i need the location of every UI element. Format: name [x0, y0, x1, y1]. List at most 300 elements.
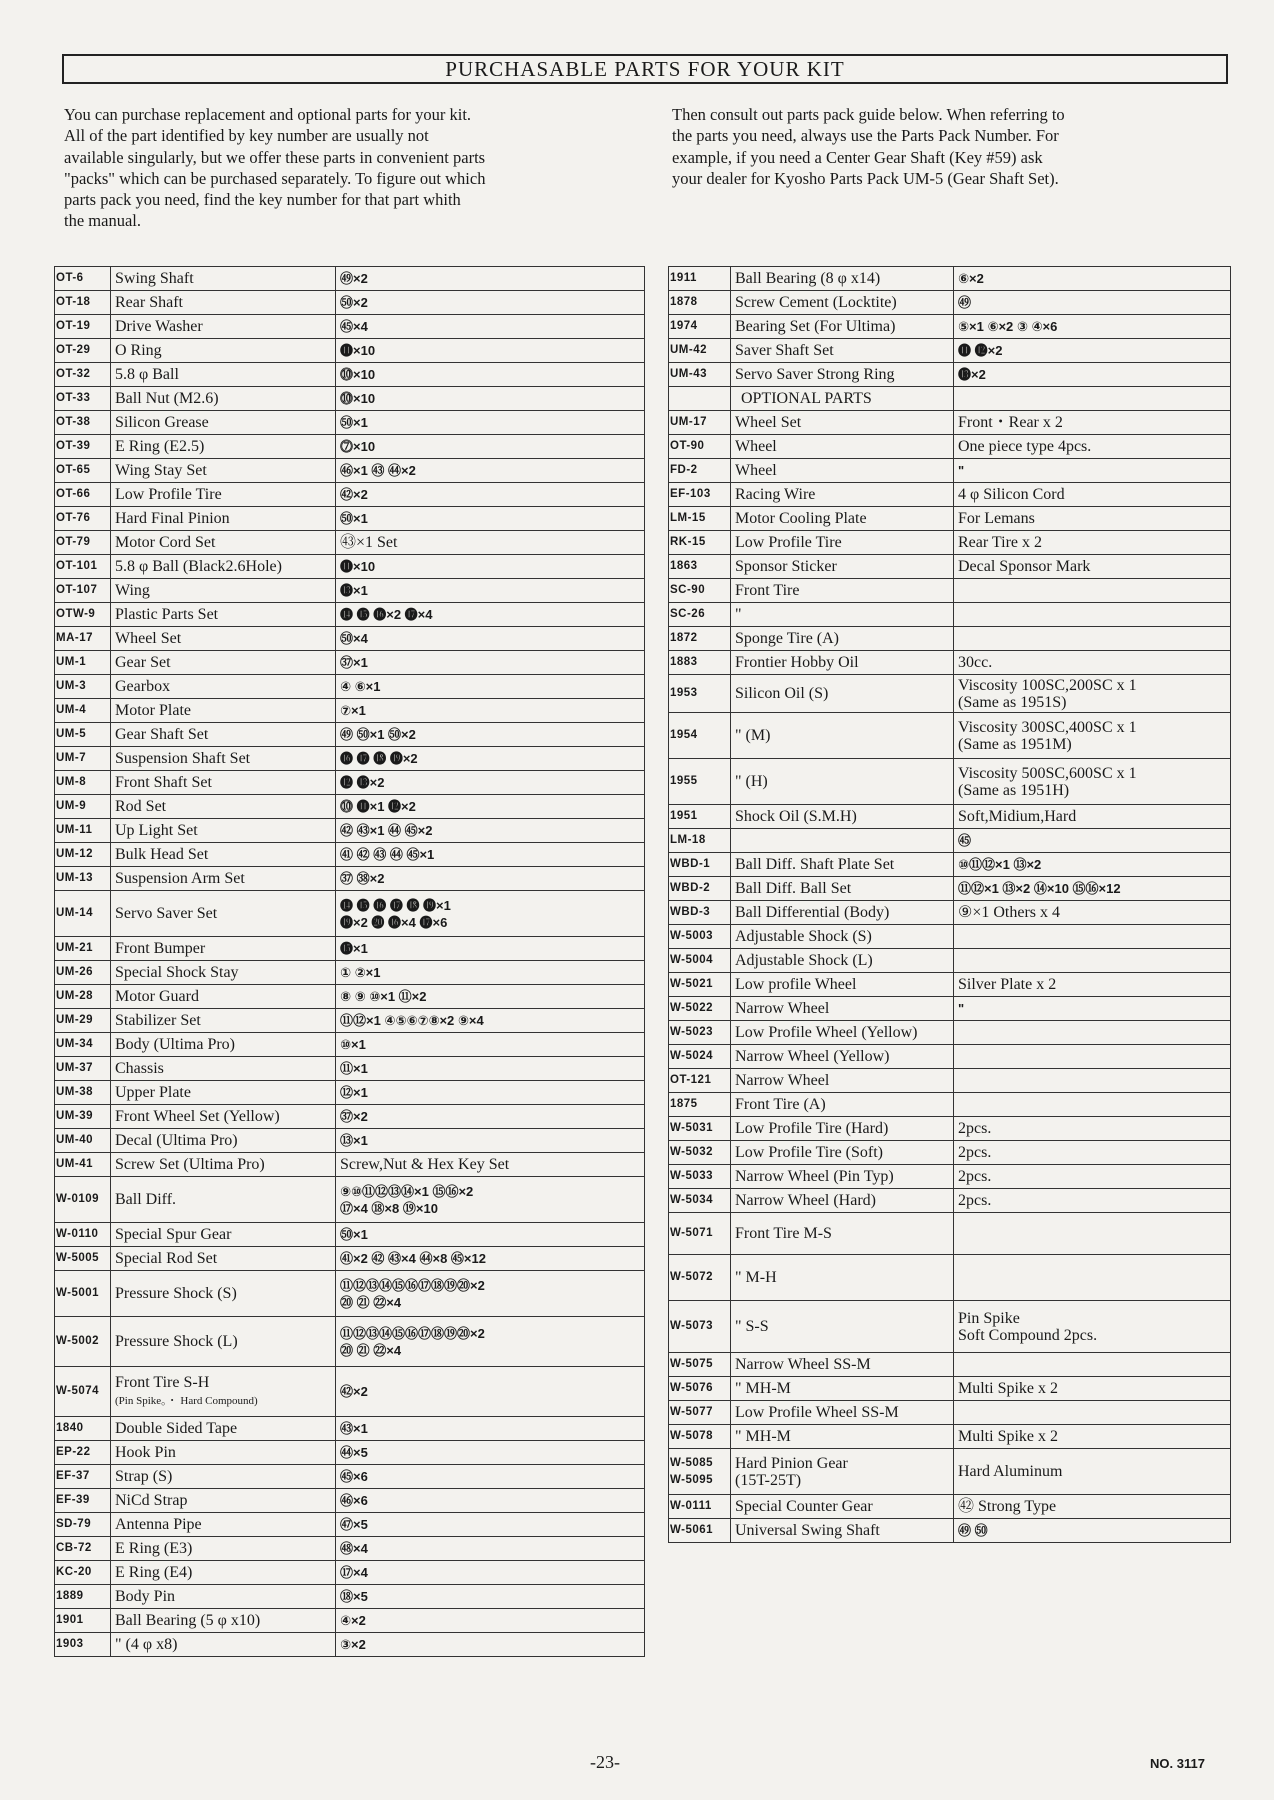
- part-code-cell: W-5022: [669, 997, 731, 1021]
- table-row: [669, 1189, 1231, 1213]
- part-name-cell: Stabilizer Set: [111, 1009, 336, 1033]
- part-code-cell: LM-18: [669, 829, 731, 853]
- table-row: [669, 483, 1231, 507]
- table-row: [669, 315, 1231, 339]
- part-code-cell: OT-33: [55, 387, 111, 411]
- table-row: [55, 1081, 645, 1105]
- key-number-cell: [954, 579, 1231, 603]
- key-number-cell: ⑤×1 ⑥×2 ③ ④×6: [954, 315, 1231, 339]
- part-code-cell: UM-26: [55, 961, 111, 985]
- key-number-cell: ⑧ ⑨ ⑩×1 ⑪×2: [336, 985, 645, 1009]
- part-code-cell: OT-107: [55, 579, 111, 603]
- part-code-cell: W-5002: [55, 1317, 111, 1367]
- key-number-cell: ⓭×1: [336, 579, 645, 603]
- part-name-cell: Motor Plate: [111, 699, 336, 723]
- key-number-cell: 4 φ Silicon Cord: [954, 483, 1231, 507]
- table-row: [669, 459, 1231, 483]
- key-number-cell: [954, 925, 1231, 949]
- part-code-cell: UM-8: [55, 771, 111, 795]
- key-number-cell: ⓾×10: [336, 387, 645, 411]
- part-name-cell: Wing Stay Set: [111, 459, 336, 483]
- table-row: [55, 339, 645, 363]
- key-number-cell: ⑫×1: [336, 1081, 645, 1105]
- part-name-cell: Sponge Tire (A): [731, 627, 954, 651]
- part-code-cell: RK-15: [669, 531, 731, 555]
- key-number-cell: [954, 1069, 1231, 1093]
- table-row: [55, 1057, 645, 1081]
- table-row: [55, 1441, 645, 1465]
- table-row: [55, 435, 645, 459]
- part-name-cell: Low Profile Tire: [731, 531, 954, 555]
- table-row: [55, 1223, 645, 1247]
- part-code-cell: W-5021: [669, 973, 731, 997]
- part-name-cell: Special Rod Set: [111, 1247, 336, 1271]
- table-row: [55, 531, 645, 555]
- part-code-cell: W-0111: [669, 1495, 731, 1519]
- part-name-cell: Double Sided Tape: [111, 1417, 336, 1441]
- part-code-cell: OT-38: [55, 411, 111, 435]
- table-row: [669, 805, 1231, 829]
- table-row: [55, 387, 645, 411]
- part-name-cell: Ball Diff.: [111, 1177, 336, 1223]
- part-code-cell: 1878: [669, 291, 731, 315]
- key-number-cell: ㊾: [954, 291, 1231, 315]
- table-row: [55, 843, 645, 867]
- table-row: [669, 1301, 1231, 1353]
- table-row: [55, 795, 645, 819]
- part-code-cell: UM-29: [55, 1009, 111, 1033]
- table-row: [669, 713, 1231, 759]
- part-code-cell: UM-38: [55, 1081, 111, 1105]
- part-name-cell: Sponsor Sticker: [731, 555, 954, 579]
- part-name-cell: Saver Shaft Set: [731, 339, 954, 363]
- part-name-cell: 5.8 φ Ball (Black2.6Hole): [111, 555, 336, 579]
- part-code-cell: OTW-9: [55, 603, 111, 627]
- part-name-cell: " (H): [731, 759, 954, 805]
- table-row: [669, 531, 1231, 555]
- table-row: [669, 507, 1231, 531]
- part-name-cell: Front Tire M-S: [731, 1213, 954, 1255]
- key-number-cell: [954, 627, 1231, 651]
- part-code-cell: UM-1: [55, 651, 111, 675]
- key-number-cell: ㊺×6: [336, 1465, 645, 1489]
- key-number-cell: Front・Rear x 2: [954, 411, 1231, 435]
- part-code-cell: UM-13: [55, 867, 111, 891]
- key-number-cell: ⓰ ⓱ ⓲ ⓳×2: [336, 747, 645, 771]
- key-number-cell: ⑪⑫×1 ④⑤⑥⑦⑧×2 ⑨×4: [336, 1009, 645, 1033]
- part-name-cell: Low Profile Wheel (Yellow): [731, 1021, 954, 1045]
- table-row: [55, 723, 645, 747]
- part-code-cell: EP-22: [55, 1441, 111, 1465]
- table-row: [669, 1495, 1231, 1519]
- part-name-cell: " (M): [731, 713, 954, 759]
- part-code-cell: W-5077: [669, 1401, 731, 1425]
- part-code-cell: UM-12: [55, 843, 111, 867]
- key-number-cell: ⑪⑫×1 ⑬×2 ⑭×10 ⑮⑯×12: [954, 877, 1231, 901]
- key-number-cell: ㊲ ㊳×2: [336, 867, 645, 891]
- part-code-cell: UM-43: [669, 363, 731, 387]
- table-row: [55, 1271, 645, 1317]
- part-code-cell: OT-18: [55, 291, 111, 315]
- part-name-cell: Hook Pin: [111, 1441, 336, 1465]
- key-number-cell: ㊸×1 Set: [336, 531, 645, 555]
- part-name-cell: Narrow Wheel (Pin Typ): [731, 1165, 954, 1189]
- table-row: [669, 1519, 1231, 1543]
- key-number-cell: ⓫ ⓬×2: [954, 339, 1231, 363]
- table-row: [669, 363, 1231, 387]
- part-code-cell: W-5061: [669, 1519, 731, 1543]
- part-code-cell: W-5032: [669, 1141, 731, 1165]
- key-number-cell: ㊾ ㊿: [954, 1519, 1231, 1543]
- table-row: [55, 1247, 645, 1271]
- key-number-cell: ㊷ ㊸×1 ㊹ ㊺×2: [336, 819, 645, 843]
- part-code-cell: OT-121: [669, 1069, 731, 1093]
- part-code-cell: 1901: [55, 1609, 111, 1633]
- table-row: [55, 603, 645, 627]
- part-code-cell: W-5004: [669, 949, 731, 973]
- table-row: [55, 771, 645, 795]
- part-name-cell: Swing Shaft: [111, 267, 336, 291]
- part-code-cell: W-5072: [669, 1255, 731, 1301]
- key-number-cell: ⑨⑩⑪⑫⑬⑭×1 ⑮⑯×2 ⑰×4 ⑱×8 ⑲×10: [336, 1177, 645, 1223]
- table-row: [55, 1561, 645, 1585]
- key-number-cell: ㊻×6: [336, 1489, 645, 1513]
- part-code-cell: UM-3: [55, 675, 111, 699]
- part-name-cell: Gearbox: [111, 675, 336, 699]
- key-number-cell: Silver Plate x 2: [954, 973, 1231, 997]
- part-code-cell: W-5033: [669, 1165, 731, 1189]
- key-number-cell: ③×2: [336, 1633, 645, 1657]
- table-row: [669, 877, 1231, 901]
- part-name-cell: Pressure Shock (L): [111, 1317, 336, 1367]
- key-number-cell: [954, 1213, 1231, 1255]
- part-code-cell: OT-101: [55, 555, 111, 579]
- table-row: [669, 411, 1231, 435]
- table-row: [669, 1255, 1231, 1301]
- part-code-cell: W-5076: [669, 1377, 731, 1401]
- part-code-cell: UM-7: [55, 747, 111, 771]
- part-code-cell: WBD-1: [669, 853, 731, 877]
- part-code-cell: W-5071: [669, 1213, 731, 1255]
- part-code-cell: 1889: [55, 1585, 111, 1609]
- part-name-cell: Shock Oil (S.M.H): [731, 805, 954, 829]
- part-code-cell: UM-4: [55, 699, 111, 723]
- key-number-cell: ㊲×1: [336, 651, 645, 675]
- key-number-cell: Multi Spike x 2: [954, 1377, 1231, 1401]
- key-number-cell: Pin Spike Soft Compound 2pcs.: [954, 1301, 1231, 1353]
- table-row: [55, 1105, 645, 1129]
- part-code-cell: WBD-2: [669, 877, 731, 901]
- table-row: [55, 363, 645, 387]
- table-row: [669, 267, 1231, 291]
- table-row: [55, 1317, 645, 1367]
- part-code-cell: 1883: [669, 651, 731, 675]
- key-number-cell: ① ②×1: [336, 961, 645, 985]
- key-number-cell: ⑪×1: [336, 1057, 645, 1081]
- key-number-cell: One piece type 4pcs.: [954, 435, 1231, 459]
- part-code-cell: W-5024: [669, 1045, 731, 1069]
- table-row: [55, 1177, 645, 1223]
- table-row: [55, 1609, 645, 1633]
- part-name-cell: " MH-M: [731, 1377, 954, 1401]
- part-code-cell: EF-103: [669, 483, 731, 507]
- part-name-cell: Narrow Wheel SS-M: [731, 1353, 954, 1377]
- part-name-cell: Racing Wire: [731, 483, 954, 507]
- part-code-cell: 1953: [669, 675, 731, 713]
- part-code-cell: 1955: [669, 759, 731, 805]
- part-code-cell: W-5074: [55, 1367, 111, 1417]
- table-row: [669, 1449, 1231, 1495]
- key-number-cell: ㊶ ㊷ ㊸ ㊹ ㊺×1: [336, 843, 645, 867]
- parts-table-right: [668, 266, 1231, 1543]
- key-number-cell: ㊿×2: [336, 291, 645, 315]
- table-row: [55, 985, 645, 1009]
- part-code-cell: UM-21: [55, 937, 111, 961]
- key-number-cell: ㊺: [954, 829, 1231, 853]
- table-row: [669, 435, 1231, 459]
- key-number-cell: ⓫×10: [336, 555, 645, 579]
- part-name-cell: ": [731, 603, 954, 627]
- table-row: [55, 1513, 645, 1537]
- part-code-cell: LM-15: [669, 507, 731, 531]
- table-row: [669, 651, 1231, 675]
- part-code-cell: 1951: [669, 805, 731, 829]
- table-row: [55, 1033, 645, 1057]
- part-name-cell: Upper Plate: [111, 1081, 336, 1105]
- part-code-cell: W-5031: [669, 1117, 731, 1141]
- part-name-cell: Low Profile Tire (Soft): [731, 1141, 954, 1165]
- document-number: NO. 3117: [1150, 1756, 1205, 1771]
- key-number-cell: ⑱×5: [336, 1585, 645, 1609]
- table-row: [55, 747, 645, 771]
- table-row: [669, 291, 1231, 315]
- key-number-cell: [954, 603, 1231, 627]
- table-row: [55, 315, 645, 339]
- key-number-cell: Viscosity 500SC,600SC x 1 (Same as 1951H): [954, 759, 1231, 805]
- part-code-cell: KC-20: [55, 1561, 111, 1585]
- table-row: [55, 1465, 645, 1489]
- table-row: [55, 555, 645, 579]
- part-name-cell: Narrow Wheel (Hard): [731, 1189, 954, 1213]
- part-code-cell: 1863: [669, 555, 731, 579]
- part-name-cell: Low Profile Wheel SS-M: [731, 1401, 954, 1425]
- table-row: [55, 507, 645, 531]
- table-row: [669, 555, 1231, 579]
- part-code-cell: OT-29: [55, 339, 111, 363]
- part-name-cell: Narrow Wheel: [731, 997, 954, 1021]
- key-number-cell: 2pcs.: [954, 1189, 1231, 1213]
- key-number-cell: ⑥×2: [954, 267, 1231, 291]
- part-code-cell: W-5034: [669, 1189, 731, 1213]
- part-code-cell: SC-26: [669, 603, 731, 627]
- part-name-cell: Ball Differential (Body): [731, 901, 954, 925]
- part-code-cell: W-5075: [669, 1353, 731, 1377]
- part-name-cell: NiCd Strap: [111, 1489, 336, 1513]
- part-name-cell: Adjustable Shock (L): [731, 949, 954, 973]
- key-number-cell: ⑦×1: [336, 699, 645, 723]
- key-number-cell: For Lemans: [954, 507, 1231, 531]
- key-number-cell: ㊷×2: [336, 483, 645, 507]
- part-code-cell: OT-32: [55, 363, 111, 387]
- key-number-cell: Decal Sponsor Mark: [954, 555, 1231, 579]
- table-row: [55, 1585, 645, 1609]
- part-name-cell: Motor Cord Set: [111, 531, 336, 555]
- key-number-cell: ㊺×4: [336, 315, 645, 339]
- part-code-cell: W-5078: [669, 1425, 731, 1449]
- part-name-cell: Drive Washer: [111, 315, 336, 339]
- table-row: [55, 675, 645, 699]
- part-name-cell: Low Profile Tire (Hard): [731, 1117, 954, 1141]
- table-row: [669, 1213, 1231, 1255]
- key-number-cell: ⑬×1: [336, 1129, 645, 1153]
- part-code-cell: 1840: [55, 1417, 111, 1441]
- key-number-cell: 2pcs.: [954, 1165, 1231, 1189]
- part-name-cell: [111, 1367, 336, 1417]
- part-name-cell: Plastic Parts Set: [111, 603, 336, 627]
- part-code-cell: 1954: [669, 713, 731, 759]
- key-number-cell: [954, 1021, 1231, 1045]
- part-code-cell: W-5085 W-5095: [669, 1449, 731, 1495]
- part-code-cell: UM-37: [55, 1057, 111, 1081]
- part-code-cell: UM-9: [55, 795, 111, 819]
- key-number-cell: ㊽×4: [336, 1537, 645, 1561]
- part-name-cell: Special Counter Gear: [731, 1495, 954, 1519]
- table-row: [55, 411, 645, 435]
- table-row: [669, 829, 1231, 853]
- key-number-cell: Viscosity 100SC,200SC x 1 (Same as 1951S): [954, 675, 1231, 713]
- part-name-cell: E Ring (E4): [111, 1561, 336, 1585]
- part-name-cell: Ball Bearing (5 φ x10): [111, 1609, 336, 1633]
- table-row: [55, 483, 645, 507]
- part-name-cell: Ball Bearing (8 φ x14): [731, 267, 954, 291]
- part-code-cell: FD-2: [669, 459, 731, 483]
- part-name-cell: Front Wheel Set (Yellow): [111, 1105, 336, 1129]
- key-number-cell: Rear Tire x 2: [954, 531, 1231, 555]
- table-row: [55, 1367, 645, 1417]
- intro-right: Then consult out parts pack guide below. When referring to the parts you need, always use the Parts Pack Number. For example, if you need a Center Gear Shaft (Key #59) ask your dealer for Kyosho Parts Pack UM-5 (Gear Shaft Set).: [672, 105, 1065, 188]
- part-name-cell: Servo Saver Strong Ring: [731, 363, 954, 387]
- part-name-cell: Rod Set: [111, 795, 336, 819]
- page-number: -23-: [590, 1752, 620, 1772]
- part-name-cell: Front Tire: [731, 579, 954, 603]
- part-name-cell: Chassis: [111, 1057, 336, 1081]
- part-code-cell: UM-34: [55, 1033, 111, 1057]
- part-name-cell: " (4 φ x8): [111, 1633, 336, 1657]
- table-row: [55, 579, 645, 603]
- part-name-cell: Wheel Set: [111, 627, 336, 651]
- key-cell: [954, 387, 1231, 411]
- part-name-cell: O Ring: [111, 339, 336, 363]
- part-name-cell: Motor Cooling Plate: [731, 507, 954, 531]
- part-code-cell: UM-17: [669, 411, 731, 435]
- part-name-cell: Bearing Set (For Ultima): [731, 315, 954, 339]
- part-name-cell: Ball Nut (M2.6): [111, 387, 336, 411]
- part-name-cell: Pressure Shock (S): [111, 1271, 336, 1317]
- part-name-cell: Wheel: [731, 435, 954, 459]
- table-row: [669, 759, 1231, 805]
- key-number-cell: ⓯×1: [336, 937, 645, 961]
- part-code-cell: UM-39: [55, 1105, 111, 1129]
- table-row: [669, 997, 1231, 1021]
- part-code-cell: [669, 387, 731, 411]
- part-name-cell: Narrow Wheel: [731, 1069, 954, 1093]
- part-code-cell: 1872: [669, 627, 731, 651]
- part-code-cell: OT-90: [669, 435, 731, 459]
- key-number-cell: [954, 1255, 1231, 1301]
- part-code-cell: W-5073: [669, 1301, 731, 1353]
- part-name-cell: Gear Shaft Set: [111, 723, 336, 747]
- key-number-cell: ㊻×1 ㊸ ㊹×2: [336, 459, 645, 483]
- key-number-cell: Soft,Midium,Hard: [954, 805, 1231, 829]
- table-row: [669, 1165, 1231, 1189]
- table-row: [669, 1377, 1231, 1401]
- table-row: [669, 1141, 1231, 1165]
- part-code-cell: OT-65: [55, 459, 111, 483]
- part-code-cell: UM-41: [55, 1153, 111, 1177]
- table-row: [669, 627, 1231, 651]
- key-number-cell: ㊹×5: [336, 1441, 645, 1465]
- part-code-cell: SC-90: [669, 579, 731, 603]
- part-name-cell: E Ring (E3): [111, 1537, 336, 1561]
- key-number-cell: ㊷×2: [336, 1367, 645, 1417]
- key-number-cell: [954, 1093, 1231, 1117]
- table-row: [55, 627, 645, 651]
- part-name-cell: Up Light Set: [111, 819, 336, 843]
- part-code-cell: UM-28: [55, 985, 111, 1009]
- part-code-cell: OT-6: [55, 267, 111, 291]
- key-number-cell: ⓭×2: [954, 363, 1231, 387]
- key-number-cell: [954, 949, 1231, 973]
- key-number-cell: ⓮ ⓯ ⓰ ⓱ ⓲ ⓳×1 ⓳×2 ⓴ ⓰×4 ⓱×6: [336, 891, 645, 937]
- part-name-cell: Low Profile Tire: [111, 483, 336, 507]
- part-code-cell: OT-79: [55, 531, 111, 555]
- table-row: [669, 925, 1231, 949]
- key-number-cell: ㊿×1: [336, 411, 645, 435]
- table-row: [55, 267, 645, 291]
- key-number-cell: ㊾×2: [336, 267, 645, 291]
- table-row: [55, 937, 645, 961]
- part-code-cell: OT-19: [55, 315, 111, 339]
- part-code-cell: MA-17: [55, 627, 111, 651]
- part-name-cell: Silicon Grease: [111, 411, 336, 435]
- part-code-cell: WBD-3: [669, 901, 731, 925]
- part-code-cell: 1911: [669, 267, 731, 291]
- part-code-cell: W-5003: [669, 925, 731, 949]
- key-number-cell: ⑰×4: [336, 1561, 645, 1585]
- key-number-cell: ㊶×2 ㊷ ㊸×4 ㊹×8 ㊺×12: [336, 1247, 645, 1271]
- part-name-cell: Special Shock Stay: [111, 961, 336, 985]
- part-name-cell: Wheel: [731, 459, 954, 483]
- part-name-cell: Antenna Pipe: [111, 1513, 336, 1537]
- part-code-cell: UM-42: [669, 339, 731, 363]
- part-code-cell: W-0110: [55, 1223, 111, 1247]
- table-row: [669, 1117, 1231, 1141]
- key-number-cell: ⑩⑪⑫×1 ⑬×2: [954, 853, 1231, 877]
- table-row: [669, 579, 1231, 603]
- table-row: [669, 1401, 1231, 1425]
- part-name-cell: " MH-M: [731, 1425, 954, 1449]
- part-name-cell: Hard Final Pinion: [111, 507, 336, 531]
- part-code-cell: SD-79: [55, 1513, 111, 1537]
- table-row: [669, 973, 1231, 997]
- key-number-cell: ⓬ ⓭×2: [336, 771, 645, 795]
- key-number-cell: Viscosity 300SC,400SC x 1 (Same as 1951M): [954, 713, 1231, 759]
- key-number-cell: ": [954, 459, 1231, 483]
- key-number-cell: ⓾×10: [336, 363, 645, 387]
- table-row: [55, 699, 645, 723]
- key-number-cell: ㊸×1: [336, 1417, 645, 1441]
- part-name-cell: Silicon Oil (S): [731, 675, 954, 713]
